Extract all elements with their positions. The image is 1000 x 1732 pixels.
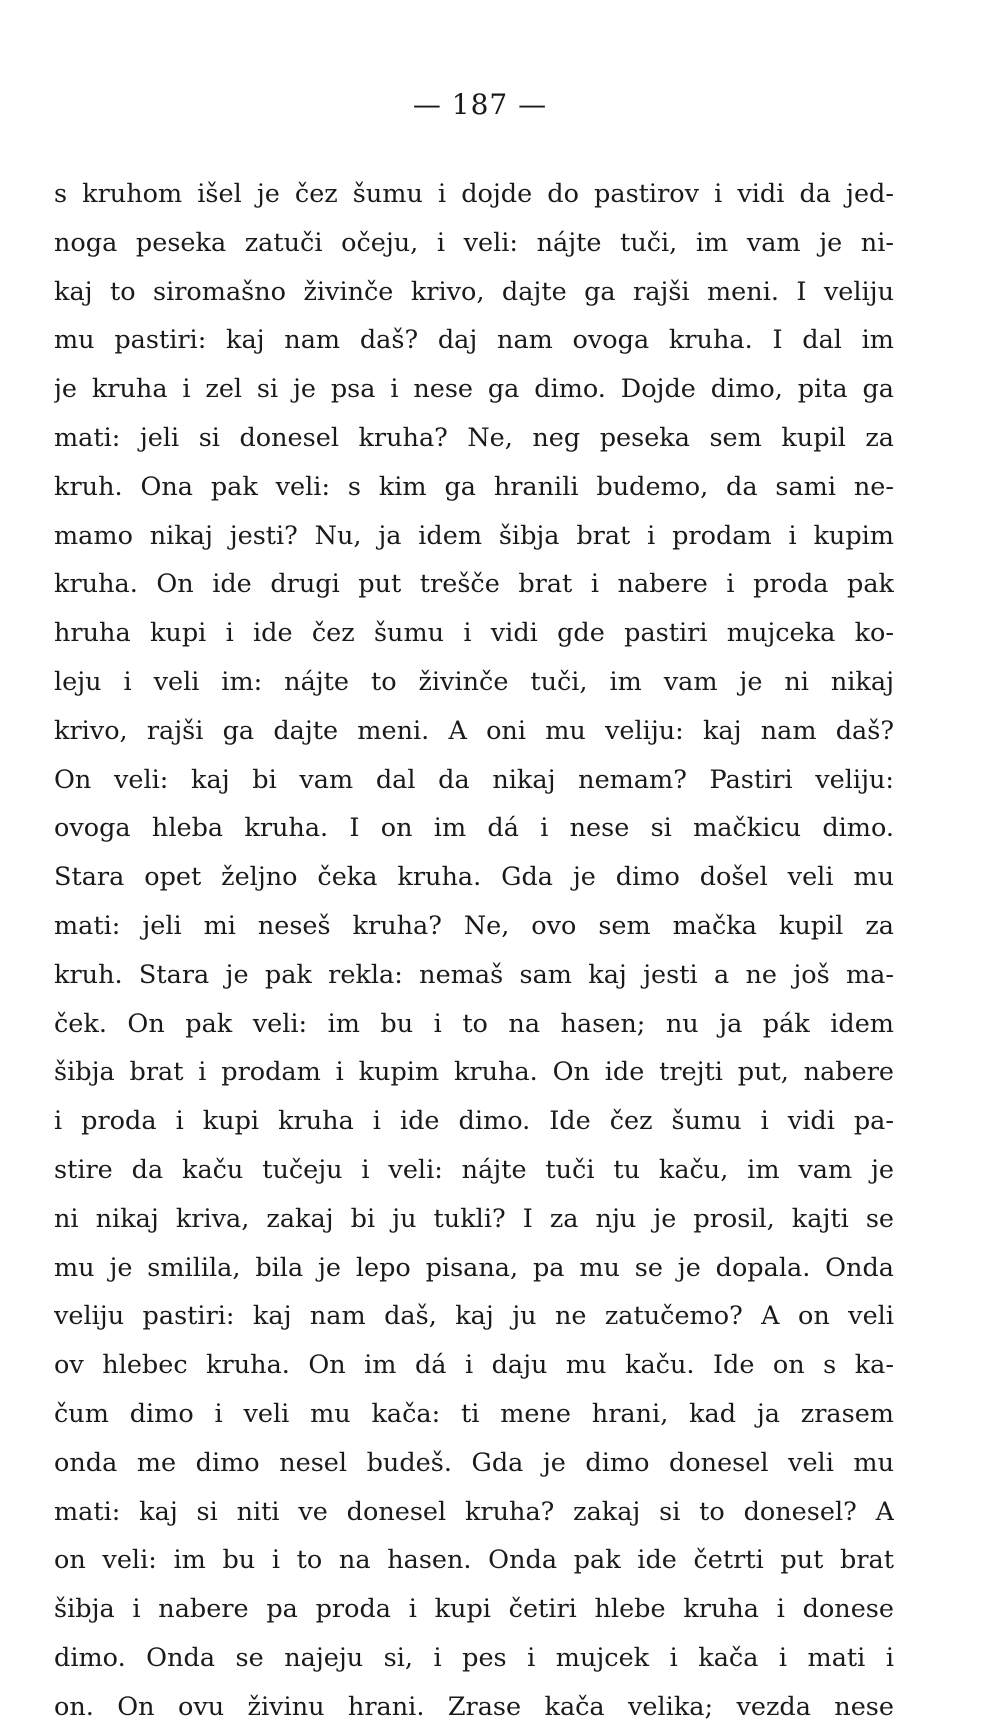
text-line: stire da kaču tučeju i veli: nájte tuči tu kaču, im vam je	[54, 1154, 894, 1185]
text-line: on veli: im bu i to na hasen. Onda pak ide četrti put brat	[54, 1545, 894, 1576]
text-line: i proda i kupi kruha i ide dimo. Ide čez šumu i vidi pa-	[54, 1106, 894, 1137]
text-line: hruha kupi i ide čez šumu i vidi gde pastiri mujceka ko-	[54, 618, 894, 649]
text-line: mati: jeli mi neseš kruha? Ne, ovo sem mačka kupil za	[54, 910, 894, 941]
text-line: ni nikaj kriva, zakaj bi ju tukli? I za nju je prosil, kajti se	[54, 1203, 894, 1234]
text-line: leju i veli im: nájte to živinče tuči, im vam je ni nikaj	[54, 666, 894, 697]
text-line: Stara opet željno čeka kruha. Gda je dimo došel veli mu	[54, 862, 894, 893]
text-line: šibja brat i prodam i kupim kruha. On ide trejti put, nabere	[54, 1057, 894, 1088]
text-line: kaj to siromašno živinče krivo, dajte ga rajši meni. I veliju	[54, 276, 894, 307]
text-line: krivo, rajši ga dajte meni. A oni mu veliju: kaj nam daš?	[54, 715, 894, 746]
text-line: mamo nikaj jesti? Nu, ja idem šibja brat i prodam i kupim	[54, 520, 894, 551]
text-line: ovoga hleba kruha. I on im dá i nese si mačkicu dimo.	[54, 813, 894, 844]
text-line: je kruha i zel si je psa i nese ga dimo. Dojde dimo, pita ga	[54, 374, 894, 405]
text-line: On veli: kaj bi vam dal da nikaj nemam? Pastiri veliju:	[54, 764, 894, 795]
text-line: mati: kaj si niti ve donesel kruha? zakaj si to donesel? A	[54, 1496, 894, 1527]
text-line: šibja i nabere pa proda i kupi četiri hlebe kruha i donese	[54, 1594, 894, 1625]
text-line: s kruhom išel je čez šumu i dojde do pastirov i vidi da jed-	[54, 179, 894, 209]
text-line: kruh. Ona pak veli: s kim ga hranili budemo, da sami ne-	[54, 471, 894, 502]
text-line: noga peseka zatuči očeju, i veli: nájte tuči, im vam je ni-	[54, 227, 894, 258]
text-line: on. On ovu živinu hrani. Zrase kača velika; vezda nese	[54, 1691, 894, 1722]
text-line: onda me dimo nesel budeš. Gda je dimo donesel veli mu	[54, 1447, 894, 1478]
text-line: kruh. Stara je pak rekla: nemaš sam kaj jesti a ne još ma-	[54, 959, 894, 990]
text-line: dimo. Onda se najeju si, i pes i mujcek i kača i mati i	[54, 1642, 894, 1673]
page-number: — 187 —	[412, 88, 548, 121]
text-line: čum dimo i veli mu kača: ti mene hrani, kad ja zrasem	[54, 1398, 894, 1429]
text-line: mati: jeli si donesel kruha? Ne, neg peseka sem kupil za	[54, 422, 894, 453]
text-line: ov hlebec kruha. On im dá i daju mu kaču. Ide on s ka-	[54, 1350, 894, 1381]
text-line: ček. On pak veli: im bu i to na hasen; nu ja pák idem	[54, 1008, 894, 1039]
text-line: mu pastiri: kaj nam daš? daj nam ovoga kruha. I dal im	[54, 325, 894, 356]
text-line: mu je smililа, bila je lepo pisana, pa mu se je dopala. Onda	[54, 1252, 894, 1283]
body-text	[54, 170, 894, 1732]
text-line: kruha. On ide drugi put trešče brat i nabere i proda pak	[54, 569, 894, 600]
text-line: veliju pastiri: kaj nam daš, kaj ju ne zatučemo? A on veli	[54, 1301, 894, 1332]
